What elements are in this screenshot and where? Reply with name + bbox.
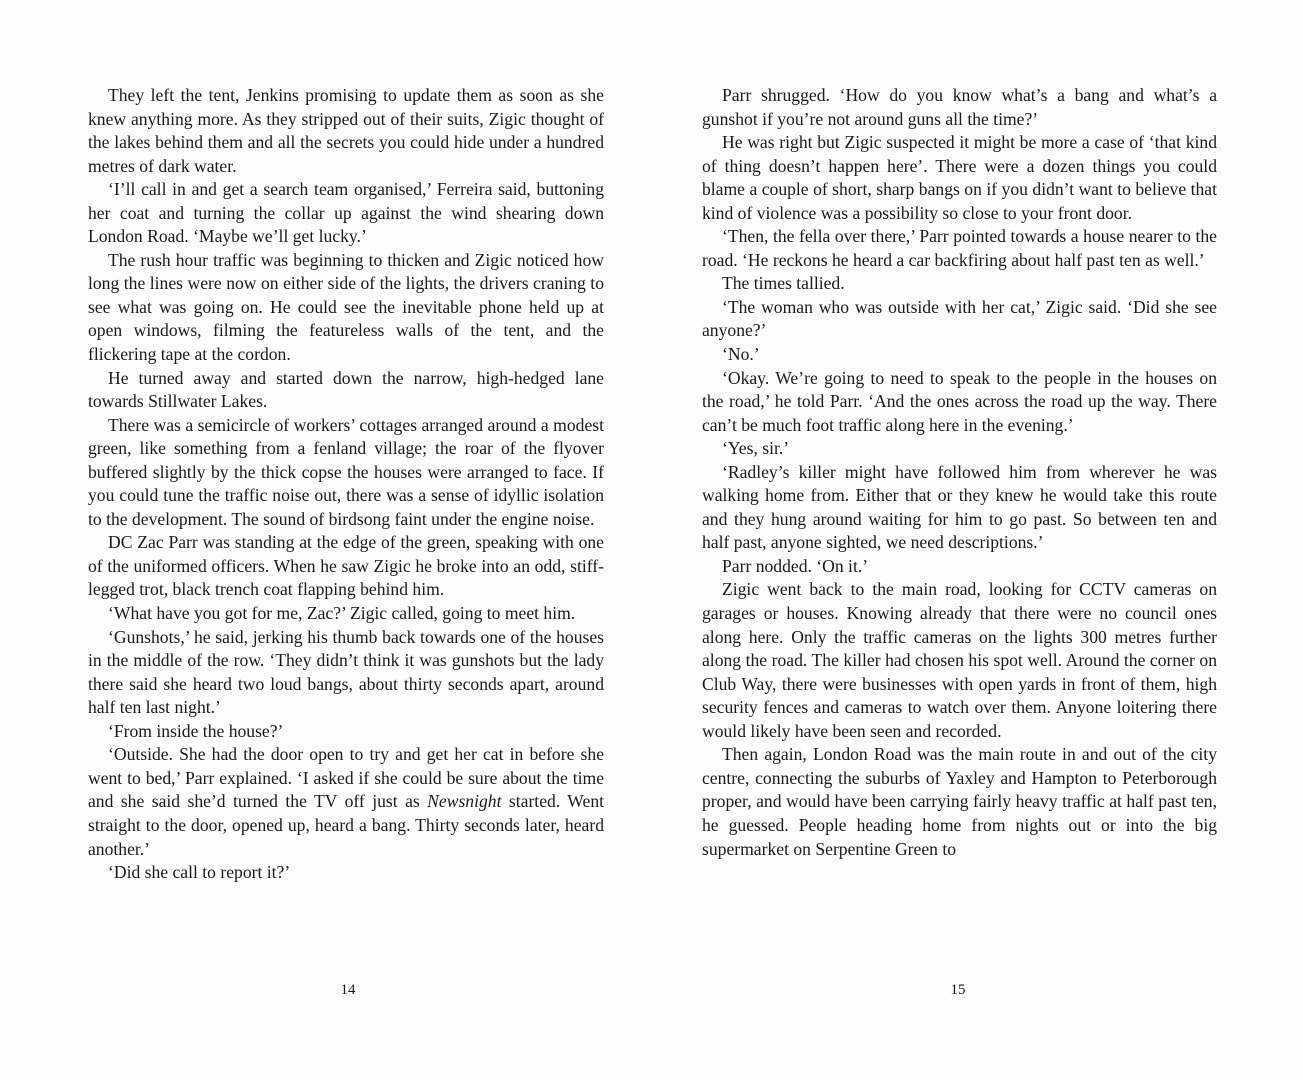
paragraph: ‘Yes, sir.’ xyxy=(722,438,790,459)
paragraph: The rush hour traffic was beginning to thicken and Zigic noticed how long the lines were now on either side of the lights, the drivers craning to see what was going on. He could see the inevitable phone held up at open windows, filming the featureless walls of the tent, and the flickering tape at the cordon. xyxy=(88,249,604,365)
paragraph: ‘No.’ xyxy=(722,344,760,365)
paragraph: They left the tent, Jenkins promising to update them as soon as she knew anything more. As they stripped out of their suits, Zigic thought of the lakes behind them and all the secrets you could hide under a hundred metres of dark water. xyxy=(88,85,604,176)
paragraph: The times tallied. xyxy=(722,273,845,294)
right-page xyxy=(702,84,1217,861)
paragraph: DC Zac Parr was standing at the edge of the green, speaking with one of the uniformed officers. When he saw Zigic he broke into an odd, stiff-legged trot, black trench coat flapping behind him. xyxy=(88,532,604,600)
paragraph: ‘Radley’s killer might have followed him from wherever he was walking home from. Either that or they knew he would take this route and they hung around waiting for him to go past. So between ten and half past, anyone sighted, we need descriptions.’ xyxy=(702,461,1217,553)
paragraph: Parr shrugged. ‘How do you know what’s a bang and what’s a gunshot if you’re not around guns all the time?’ xyxy=(702,85,1217,129)
paragraph: ‘Then, the fella over there,’ Parr pointed towards a house nearer to the road. ‘He reckons he heard a car backfiring about half past ten as well.’ xyxy=(702,226,1217,270)
page-number-left: 14 xyxy=(340,982,356,998)
paragraph: He was right but Zigic suspected it might be more a case of ‘that kind of thing doesn’t happen here’. There were a dozen things you could blame a couple of short, sharp bangs on if you didn’t want to believe that kind of violence was a possibility so close to your front door. xyxy=(702,132,1217,223)
paragraph: ‘I’ll call in and get a search team organised,’ Ferreira said, buttoning her coat and turning the collar up against the wind shearing down London Road. ‘Maybe we’ll get lucky.’ xyxy=(88,179,604,247)
paragraph: ‘From inside the house?’ xyxy=(108,720,284,741)
paragraph: ‘The woman who was outside with her cat,’ Zigic said. ‘Did she see anyone?’ xyxy=(702,296,1217,341)
paragraph: ‘Did she call to report it?’ xyxy=(108,862,291,883)
paragraph: ‘Gunshots,’ he said, jerking his thumb back towards one of the houses in the middle of the row. ‘They didn’t think it was gunshots but the lady there said she heard two loud bangs, about thirty seconds apart, around half ten last night.’ xyxy=(88,626,604,718)
paragraph-with-italic xyxy=(88,743,604,861)
paragraph: There was a semicircle of workers’ cottages arranged around a modest green, like something from a fenland village; the roar of the flyover buffered slightly by the thick copse the houses were arranged to face. If you could tune the traffic noise out, there was a sense of idyllic isolation to the development. The sound of birdsong faint under the engine noise. xyxy=(88,414,604,529)
italic-title: Newsnight xyxy=(427,791,502,812)
paragraph: Zigic went back to the main road, looking for CCTV cameras on garages or houses. Knowing already that there were no council ones along here. Only the traffic cameras on the lights 300 metres further along the road. The killer had chosen his spot well. Around the corner on Club Way, there were businesses with open yards in front of them, high security fences and cameras to watch over them. Anyone loitering there would likely have been seen and recorded. xyxy=(702,579,1217,741)
paragraph: ‘What have you got for me, Zac?’ Zigic called, going to meet him. xyxy=(108,603,576,624)
left-page xyxy=(88,84,604,885)
text-run: started. Went straight to the door, opened up, heard a bang. Thirty seconds later, heard another.’ xyxy=(88,791,605,859)
paragraph: ‘Okay. We’re going to need to speak to the people in the houses on the road,’ he told Parr. ‘And the ones across the road up the way. There can’t be much foot traffic along here in the evening.’ xyxy=(702,367,1217,435)
paragraph: Parr nodded. ‘On it.’ xyxy=(722,555,869,576)
paragraph: Then again, London Road was the main route in and out of the city centre, connecting the suburbs of Yaxley and Hampton to Peterborough proper, and would have been carrying fairly heavy traffic at half past ten, he guessed. People heading home from nights out or into the big supermarket on Serpentine Green to xyxy=(702,744,1217,859)
page-number-right: 15 xyxy=(950,982,966,998)
paragraph: He turned away and started down the narrow, high-hedged lane towards Stillwater Lakes. xyxy=(88,367,604,412)
text-run: ‘Outside. She had the door open to try and get her cat in before she went to bed,’ Parr explained. ‘I asked if she could be sure about the time and she said she’d turned the TV off just as xyxy=(88,744,604,812)
